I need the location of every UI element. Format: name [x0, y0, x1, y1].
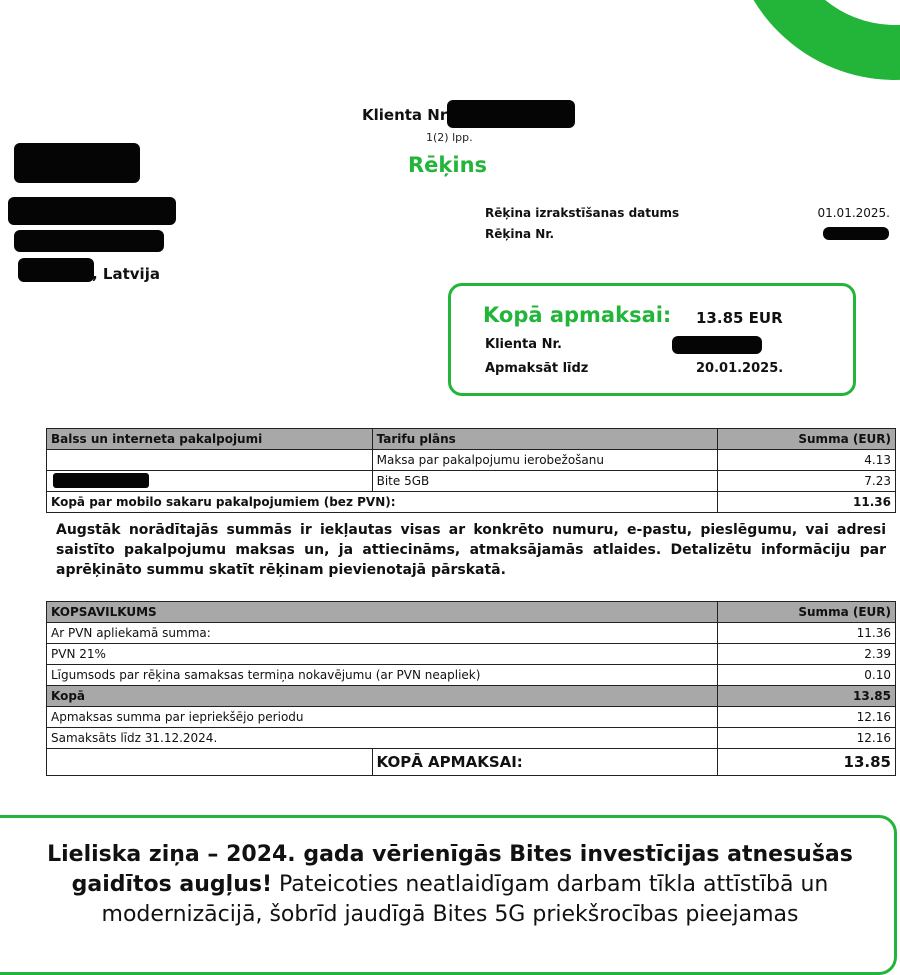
- promo-body: Pateicoties neatlaidīgam darbam tīkla attīstībā un modernizācijā, šobrīd jaudīgā Bites 5G priekšrocības pieejamas: [101, 872, 829, 927]
- summary-amount-cell: 0.10: [718, 665, 896, 686]
- summary-amount-header: Summa (EUR): [718, 602, 896, 623]
- summary-label-cell: PVN 21%: [47, 644, 718, 665]
- summary-amount-cell: 12.16: [718, 728, 896, 749]
- summary-table: [46, 601, 896, 776]
- summary-amount-cell: 12.16: [718, 707, 896, 728]
- invoice-title: Rēķins: [408, 153, 488, 177]
- summary-amount-cell: 11.36: [718, 623, 896, 644]
- grand-total-amount: 13.85: [718, 749, 896, 776]
- page-count: 1(2) lpp.: [426, 131, 473, 144]
- summary-heading: KOPSAVILKUMS: [47, 602, 718, 623]
- redacted-phone-number: [53, 473, 149, 488]
- service-cell: [47, 471, 373, 492]
- subtotal-label: Kopā: [47, 686, 718, 707]
- summary-label-cell: Samaksāts līdz 31.12.2024.: [47, 728, 718, 749]
- payment-client-number-label: Klienta Nr.: [485, 337, 562, 352]
- payment-total-amount: 13.85 EUR: [696, 309, 783, 327]
- promo-text: [0, 840, 900, 930]
- summary-subtotal-row: [47, 686, 896, 707]
- summary-label-cell: Ar PVN apliekamā summa:: [47, 623, 718, 644]
- redacted-client-number: [447, 100, 575, 128]
- subtotal-amount: 13.85: [718, 686, 896, 707]
- table-row: [47, 623, 896, 644]
- redacted-city: [18, 258, 94, 282]
- services-table-header: [47, 429, 896, 450]
- services-total-label: Kopā par mobilo sakaru pakalpojumiem (bez PVN):: [47, 492, 718, 513]
- table-row: [47, 450, 896, 471]
- grand-total-row: [47, 749, 896, 776]
- services-column-header: Balss un interneta pakalpojumi: [47, 429, 373, 450]
- summary-label-cell: Apmaksas summa par iepriekšējo periodu: [47, 707, 718, 728]
- table-row: [47, 728, 896, 749]
- promo-headline: Lieliska ziņa – 2024. gada vērienīgās Bites investīcijas atnesušas gaidītos augļus!: [47, 842, 853, 897]
- redacted-address-line-2: [8, 197, 176, 225]
- issue-date-value: 01.01.2025.: [817, 206, 890, 220]
- grand-total-spacer: [47, 749, 373, 776]
- plan-cell: Maksa par pakalpojumu ierobežošanu: [372, 450, 718, 471]
- client-number-heading: Klienta Nr: [362, 106, 448, 124]
- amount-column-header: Summa (EUR): [718, 429, 896, 450]
- issue-date-label: Rēķina izrakstīšanas datums: [485, 206, 680, 220]
- services-total-amount: 11.36: [718, 492, 896, 513]
- summary-amount-cell: 2.39: [718, 644, 896, 665]
- services-table: [46, 428, 896, 513]
- services-total-row: [47, 492, 896, 513]
- payment-due-date: 20.01.2025.: [696, 361, 784, 376]
- payment-due-label: Apmaksāt līdz: [485, 361, 589, 376]
- summary-label-cell: Līgumsods par rēķina samaksas termiņa nokavējumu (ar PVN neapliek): [47, 665, 718, 686]
- redacted-payment-client-number: [672, 336, 762, 354]
- payment-total-heading: Kopā apmaksai:: [483, 303, 672, 327]
- redacted-invoice-number: [823, 227, 889, 240]
- table-row: [47, 707, 896, 728]
- grand-total-label: KOPĀ APMAKSAI:: [372, 749, 718, 776]
- table-row: [47, 644, 896, 665]
- plan-cell: Bite 5GB: [372, 471, 718, 492]
- table-row: [47, 665, 896, 686]
- redacted-address-line-3: [14, 230, 164, 252]
- brand-ring-graphic: [730, 0, 900, 80]
- redacted-address-line-1: [14, 143, 140, 183]
- table-row: [47, 471, 896, 492]
- amount-cell: 7.23: [718, 471, 896, 492]
- address-country: , Latvija: [92, 265, 160, 283]
- amount-cell: 4.13: [718, 450, 896, 471]
- summary-table-header: [47, 602, 896, 623]
- plan-column-header: Tarifu plāns: [372, 429, 718, 450]
- service-cell: [47, 450, 373, 471]
- invoice-number-label: Rēķina Nr.: [485, 227, 555, 241]
- charges-note: Augstāk norādītajās summās ir iekļautas visas ar konkrēto numuru, e-pastu, pieslēgumu, vai adresi saistīto pakalpojumu maksas un, ja attiecināms, atmaksājamās atlaides. Detalizētu informāciju par aprēķināto summu skatīt rēķinam pievienotajā pārskatā.: [56, 522, 886, 578]
